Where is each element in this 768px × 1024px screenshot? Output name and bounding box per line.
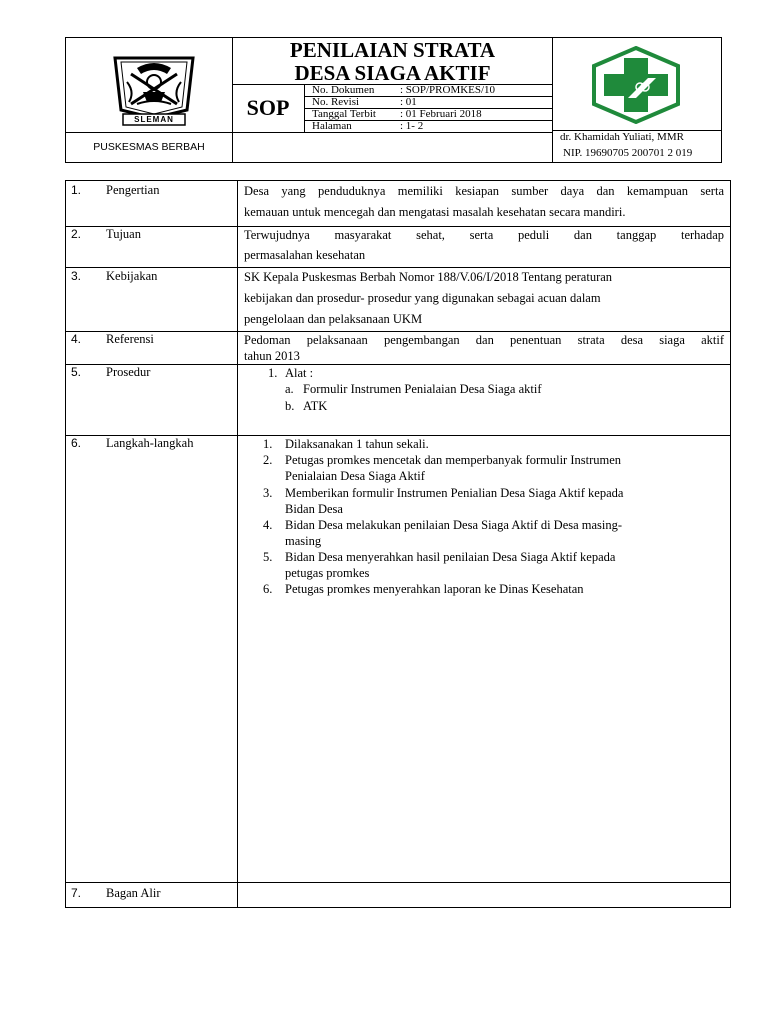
step-text: Memberikan formulir Instrumen Penialian Desa Siaga Aktif kepada <box>285 486 624 500</box>
row-label: Langkah-langkah <box>106 436 194 450</box>
sop-label: SOP <box>246 95 290 120</box>
row-number: 1. <box>71 183 82 197</box>
meta-value: : SOP/PROMKES/10 <box>400 84 496 96</box>
meta-value: : 1- 2 <box>400 120 424 132</box>
meta-value: : 01 <box>400 96 417 108</box>
step-text: Petugas promkes mencetak dan memperbanyak formulir Instrumen <box>285 453 622 467</box>
step-marker: 1. <box>263 437 273 451</box>
list-marker: b. <box>285 399 295 413</box>
meta-label: No. Revisi <box>312 96 360 108</box>
row-text: Desa yang penduduknya memiliki kesiapan sumber daya dan kemampuan serta <box>244 184 724 198</box>
row-label: Prosedur <box>106 365 151 379</box>
meta-label: Halaman <box>312 120 352 132</box>
step-text: Bidan Desa menyerahkan hasil penilaian Desa Siaga Aktif kepada <box>285 550 616 564</box>
row-label: Pengertian <box>106 183 160 197</box>
row-text: pengelolaan dan pelaksanaan UKM <box>244 312 423 326</box>
meta-label: Tanggal Terbit <box>312 108 376 120</box>
row-number: 2. <box>71 227 82 241</box>
step-text: Penialaian Desa Siaga Aktif <box>285 469 425 483</box>
meta-value: : 01 Februari 2018 <box>400 108 482 120</box>
row-text: permasalahan kesehatan <box>244 248 366 262</box>
row-number: 7. <box>71 886 82 900</box>
list-item: Alat : <box>285 366 314 380</box>
row-number: 3. <box>71 269 82 283</box>
signer-name: dr. Khamidah Yuliati, MMR <box>560 131 684 143</box>
row-text: kebijakan dan prosedur- prosedur yang digunakan sebagai acuan dalam <box>244 291 601 305</box>
step-marker: 5. <box>263 550 273 564</box>
list-item: ATK <box>303 399 328 413</box>
row-label: Kebijakan <box>106 269 158 283</box>
sleman-logo <box>107 52 201 128</box>
document-title-line2: DESA SIAGA AKTIF <box>294 61 491 85</box>
step-marker: 3. <box>263 486 273 500</box>
row-text: Terwujudnya masyarakat sehat, serta peduli dan tanggap terhadap <box>244 228 724 242</box>
row-label: Referensi <box>106 332 154 346</box>
step-text: Petugas promkes menyerahkan laporan ke Dinas Kesehatan <box>285 582 584 596</box>
row-label: Tujuan <box>106 227 141 241</box>
step-text: masing <box>285 534 322 548</box>
row-number: 5. <box>71 365 82 379</box>
step-text: petugas promkes <box>285 566 370 580</box>
signer-nip: NIP. 19690705 200701 2 019 <box>563 147 693 159</box>
row-text: Pedoman pelaksanaan pengembangan dan penentuan strata desa siaga aktif <box>244 333 724 347</box>
list-marker: 1. <box>268 366 278 380</box>
row-text: kemauan untuk mencegah dan mengatasi masalah kesehatan secara mandiri. <box>244 205 626 219</box>
puskesmas-cross-icon <box>588 46 684 124</box>
puskesmas-logo <box>588 46 684 124</box>
step-text: Bidan Desa <box>285 502 343 516</box>
meta-label: No. Dokumen <box>312 84 375 96</box>
step-marker: 6. <box>263 582 273 596</box>
row-number: 6. <box>71 436 82 450</box>
step-text: Bidan Desa melakukan penilaian Desa Siaga Aktif di Desa masing- <box>285 518 623 532</box>
step-marker: 2. <box>263 453 273 467</box>
row-label: Bagan Alir <box>106 886 161 900</box>
row-text: SK Kepala Puskesmas Berbah Nomor 188/V.06/I/2018 Tentang peraturan <box>244 270 613 284</box>
row-number: 4. <box>71 332 82 346</box>
logo-caption: SLEMAN <box>134 115 174 124</box>
document-title-line1: PENILAIAN STRATA <box>289 38 496 62</box>
list-marker: a. <box>285 382 294 396</box>
step-text: Dilaksanakan 1 tahun sekali. <box>285 437 429 451</box>
list-item: Formulir Instrumen Penialaian Desa Siaga aktif <box>303 382 542 396</box>
row-text: tahun 2013 <box>244 349 300 363</box>
institution-name: PUSKESMAS BERBAH <box>93 141 205 153</box>
step-marker: 4. <box>263 518 273 532</box>
